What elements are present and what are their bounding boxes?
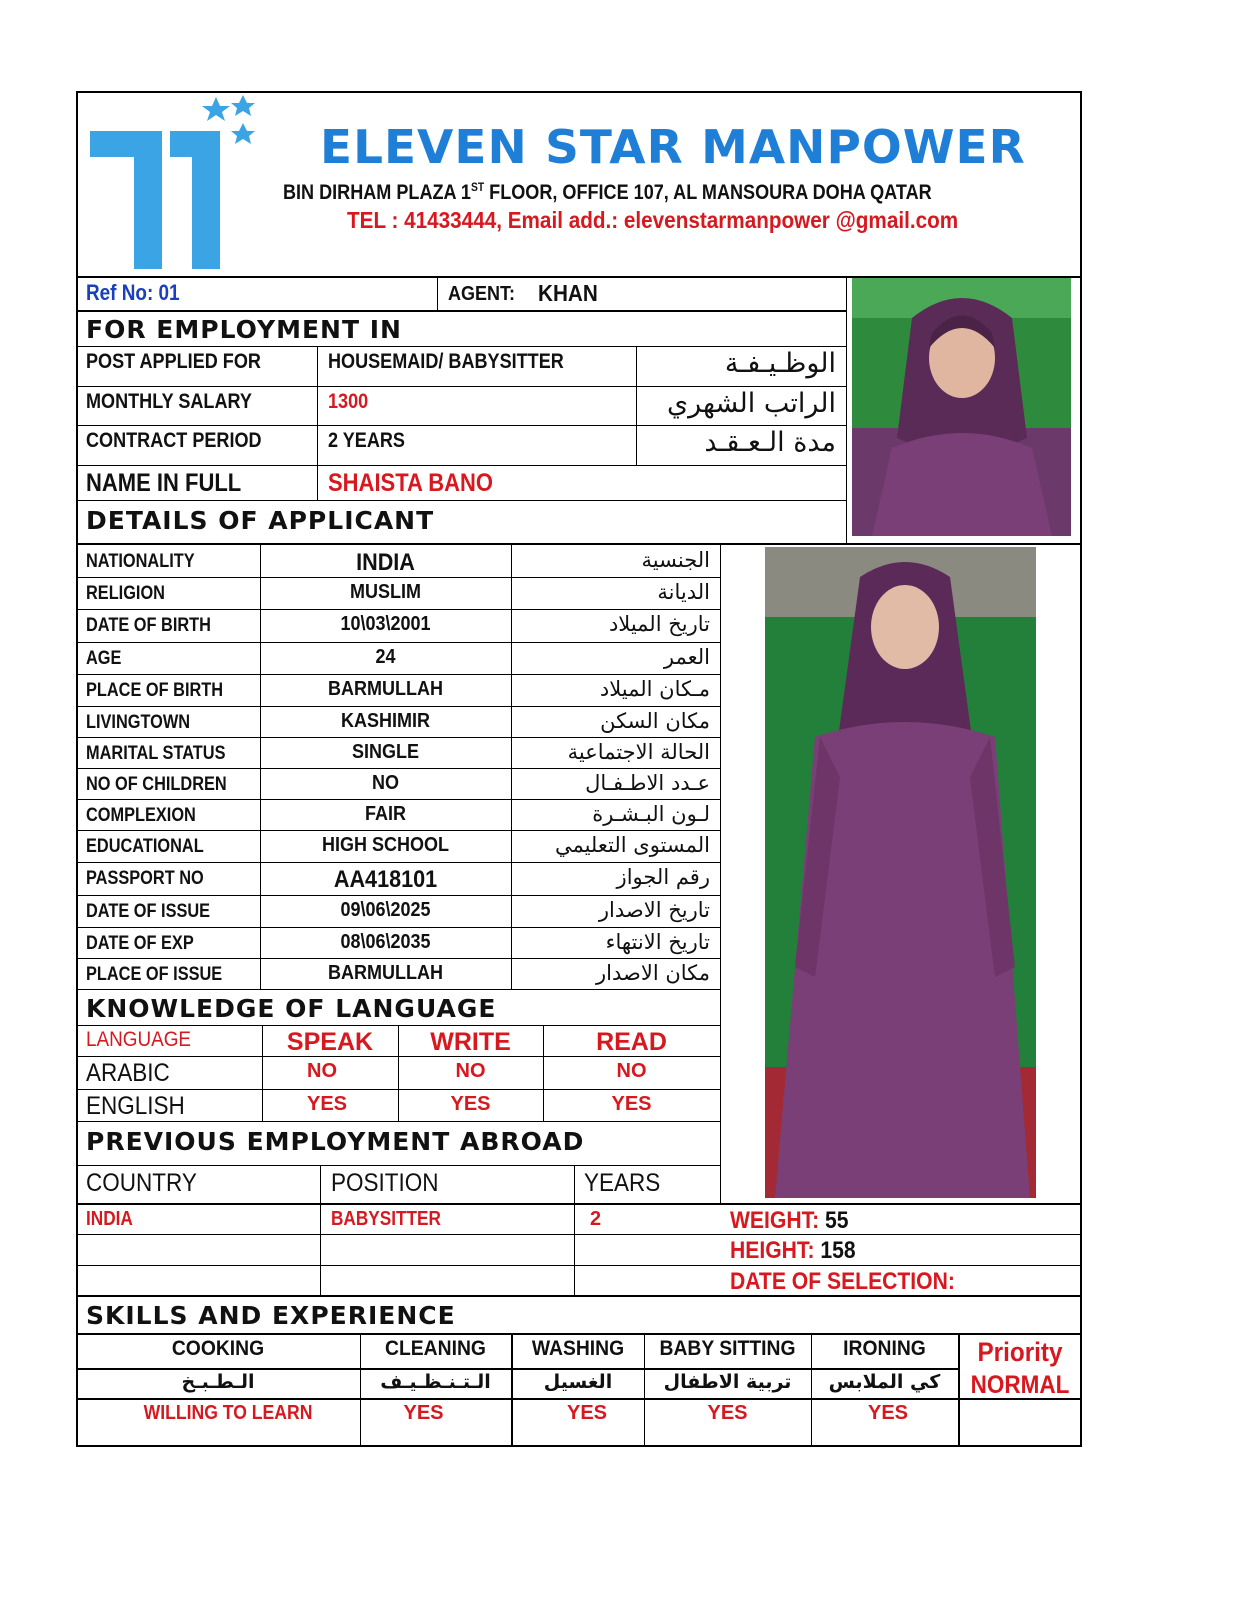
details-row-divider [76,799,721,800]
details-row-divider [76,642,721,643]
company-name: ELEVEN STAR MANPOWER [320,120,1026,174]
details-arabic: العمر [663,645,710,669]
details-arabic: الحالة الاجتماعية [567,740,710,764]
previous-header-country: COUNTRY [86,1169,197,1197]
language-english-write: YES [450,1093,491,1115]
previous-header-position: POSITION [331,1169,439,1197]
details-label: DATE OF EXP [86,933,194,954]
skill-value-ironing: YES [867,1402,909,1424]
details-arabic: الديانة [657,580,710,604]
agent-label: AGENT: [448,283,516,305]
skill-arabic-baby-sitting: تربية الاطفال [663,1371,792,1393]
skill-value-washing: YES [566,1402,608,1424]
details-value: BARMULLAH [327,678,443,700]
details-arabic: مكان السكن [600,709,710,733]
language-row-arabic: ARABIC [86,1059,170,1087]
details-value: KASHIMIR [340,710,430,732]
language-header-language: LANGUAGE [86,1028,192,1051]
details-arabic: تاريخ الانتهاء [605,930,710,954]
details-row-divider [76,706,721,707]
language-arabic-speak: NO [307,1060,337,1082]
employment-arabic-salary: الراتب الشهري [666,388,836,419]
details-value: HIGH SCHOOL [321,834,450,856]
applicant-portrait-photo [852,278,1071,536]
previous-section-title: PREVIOUS EMPLOYMENT ABROAD [86,1127,585,1156]
details-arabic: رقم الجواز [616,865,710,889]
employment-value-salary: 1300 [328,390,369,413]
previous-country: INDIA [86,1208,133,1230]
details-value: INDIA [356,549,415,576]
details-row-divider [76,577,721,578]
previous-position: BABYSITTER [331,1208,441,1230]
language-header-read: READ [596,1028,667,1056]
skill-name-cleaning: CLEANING [385,1337,486,1360]
employment-label-salary: MONTHLY SALARY [86,390,252,413]
company-address: BIN DIRHAM PLAZA 1ST FLOOR, OFFICE 107, AL MANSOURA DOHA QATAR [283,180,932,204]
details-value: FAIR [364,803,407,825]
skill-arabic-cleaning: الـتـنـظـيـف [380,1371,491,1393]
details-value: BARMULLAH [327,962,443,984]
skill-value-cooking: WILLING TO LEARN [143,1402,313,1424]
details-value: MUSLIM [349,581,421,603]
language-english-read: YES [611,1093,652,1115]
skill-name-baby-sitting: BABY SITTING [659,1337,796,1360]
details-row-divider [76,862,721,863]
details-value: SINGLE [351,741,419,763]
skill-arabic-cooking: الـطـبـخ [181,1371,255,1393]
details-row-divider [76,768,721,769]
skill-arabic-washing: الغسيل [543,1371,613,1393]
date-of-selection-label: DATE OF SELECTION: [730,1268,955,1295]
details-label: PLACE OF BIRTH [86,680,224,701]
details-label: MARITAL STATUS [86,743,226,764]
details-arabic: تاريخ الاصدار [598,898,710,922]
employment-arabic-post: الوظـيـفـة [724,348,836,379]
details-arabic: الجنسية [641,548,710,572]
employment-label-contract: CONTRACT PERIOD [86,429,262,452]
skill-value-cleaning: YES [403,1402,444,1424]
name-label: NAME IN FULL [86,469,242,497]
skill-value-baby-sitting: YES [707,1402,748,1424]
details-row-divider [76,609,721,610]
language-arabic-read: NO [616,1060,647,1082]
details-row-divider [76,830,721,831]
details-value: 08\06\2035 [340,931,431,953]
language-header-write: WRITE [430,1028,511,1056]
priority-label: Priority [977,1337,1063,1367]
employment-label-post: POST APPLIED FOR [86,350,261,373]
details-label: RELIGION [86,583,165,604]
details-arabic: عـدد الاطـفـال [585,771,710,795]
skills-section-title: SKILLS AND EXPERIENCE [86,1301,456,1330]
details-value: 10\03\2001 [340,613,431,635]
details-label: PASSPORT NO [86,868,204,889]
details-value: 09\06\2025 [340,899,431,921]
applicant-name: SHAISTA BANO [328,469,493,497]
details-section-title: DETAILS OF APPLICANT [86,506,435,535]
language-row-english: ENGLISH [86,1092,185,1120]
details-label: LIVINGTOWN [86,712,191,733]
skill-name-cooking: COOKING [171,1337,265,1360]
details-row-divider [76,895,721,896]
details-label: EDUCATIONAL [86,836,204,857]
details-value: 24 [375,646,396,668]
skill-name-ironing: IRONING [843,1337,926,1360]
details-arabic: لـون البـشـرة [592,802,710,826]
applicant-full-length-photo [765,547,1036,1198]
employment-arabic-contract: مدة الـعـقـد [704,427,836,458]
details-row-divider [76,674,721,675]
company-logo [86,95,261,273]
details-arabic: المستوى التعليمي [554,833,710,857]
details-label: NO OF CHILDREN [86,774,227,795]
language-header-speak: SPEAK [286,1028,374,1056]
details-label: DATE OF ISSUE [86,901,211,922]
height-field: HEIGHT: 158 [730,1237,856,1264]
language-arabic-write: NO [455,1060,486,1082]
employment-value-post: HOUSEMAID/ BABYSITTER [328,350,564,373]
employment-section-title: FOR EMPLOYMENT IN [86,315,402,344]
details-label: NATIONALITY [86,551,195,572]
employment-value-contract: 2 YEARS [328,429,405,452]
details-label: DATE OF BIRTH [86,615,211,636]
priority-value: NORMAL [970,1371,1070,1399]
details-label: COMPLEXION [86,805,196,826]
language-english-speak: YES [306,1093,348,1115]
details-row-divider [76,927,721,928]
weight-field: WEIGHT: 55 [730,1207,849,1234]
agent-value: KHAN [538,280,598,306]
previous-years: 2 [590,1208,602,1230]
details-value: NO [372,772,399,794]
ref-number: Ref No: 01 [86,280,180,305]
skill-name-washing: WASHING [531,1337,625,1360]
language-section-title: KNOWLEDGE OF LANGUAGE [86,994,497,1023]
details-arabic: مـكان الميلاد [599,677,710,701]
details-row-divider [76,958,721,959]
company-contact: TEL : 41433444, Email add.: elevenstarmanpower @gmail.com [347,207,959,233]
details-row-divider [76,737,721,738]
details-arabic: تاريخ الميلاد [608,612,710,636]
details-label: AGE [86,648,122,669]
details-arabic: مكان الاصدار [596,961,710,985]
previous-header-years: YEARS [584,1169,661,1197]
details-label: PLACE OF ISSUE [86,964,223,985]
details-value: AA418101 [333,866,438,893]
skill-arabic-ironing: كي الملابس [828,1371,941,1393]
